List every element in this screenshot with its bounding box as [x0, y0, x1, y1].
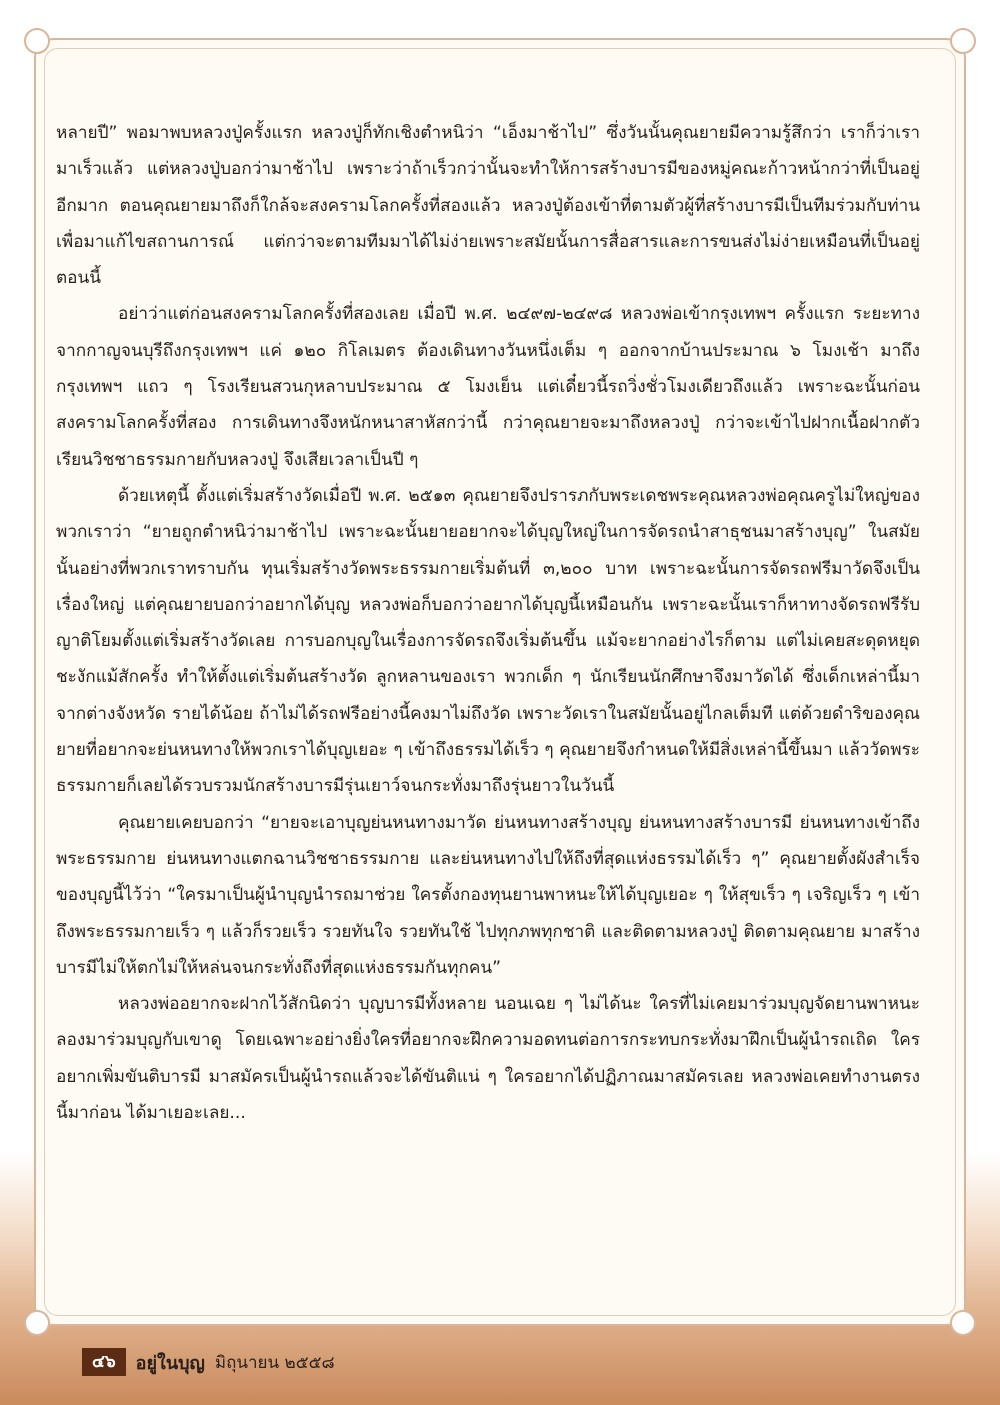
corner-ornament-icon: [950, 28, 976, 54]
paragraph-3: ด้วยเหตุนี้ ตั้งแต่เริ่มสร้างวัดเมื่อปี พ.ศ. ๒๕๑๓ คุณยายจึงปรารภกับพระเดชพระคุณหลวงพ่อคุณครูไม่ใหญ่ของพวกเราว่า “ยายถูกตำหนิว่ามาช้าไป เพราะฉะนั้นยายอยากจะได้บุญใหญ่ในการจัดรถนำสาธุชนมาสร้างบุญ” ในสมัยนั้นอย่างที่พวกเราทราบกัน ทุนเริ่มสร้างวัดพระธรรมกายเริ่มต้นที่ ๓,๒๐๐ บาท เพราะฉะนั้นการจัดรถฟรีมาวัดจึงเป็นเรื่องใหญ่ แต่คุณยายบอกว่าอยากได้บุญ หลวงพ่อก็บอกว่าอยากได้บุญนี้เหมือนกัน เพราะฉะนั้นเราก็หาทางจัดรถฟรีรับญาติโยมตั้งแต่เริ่มสร้างวัดเลย การบอกบุญในเรื่องการจัดรถจึงเริ่มต้นขึ้น แม้จะยากอย่างไรก็ตาม แต่ไม่เคยสะดุดหยุดชะงักแม้สักครั้ง ทำให้ตั้งแต่เริ่มต้นสร้างวัด ลูกหลานของเรา พวกเด็ก ๆ นักเรียนนักศึกษาจึงมาวัดได้ ซึ่งเด็กเหล่านี้มาจากต่างจังหวัด รายได้น้อย ถ้าไม่ได้รถฟรีอย่างนี้คงมาไม่ถึงวัด เพราะวัดเราในสมัยนั้นอยู่ไกลเต็มที แต่ด้วยดำริของคุณยายที่อยากจะย่นหนทางให้พวกเราได้บุญเยอะ ๆ เข้าถึงธรรมได้เร็ว ๆ คุณยายจึงกำหนดให้มีสิ่งเหล่านี้ขึ้นมา แล้ววัดพระธรรมกายก็เลยได้รวบรวมนักสร้างบารมีรุ่นเยาว์จนกระทั่งมาถึงรุ่นยาวในวันนี้: [56, 485, 920, 797]
magazine-title: อยู่ในบุญ: [135, 1352, 205, 1374]
issue-date: มิถุนายน ๒๕๕๘: [214, 1352, 335, 1373]
paragraph-5: หลวงพ่ออยากจะฝากไว้สักนิดว่า บุญบารมีทั้งหลาย นอนเฉย ๆ ไม่ได้นะ ใครที่ไม่เคยมาร่วมบุญจัดยานพาหนะ ลองมาร่วมบุญกับเขาดู โดยเฉพาะอย่างยิ่งใครที่อยากจะฝึกความอดทนต่อการกระทบกระทั่งมาฝึกเป็นผู้นำรถเถิด ใครอยากเพิ่มขันติบารมี มาสมัครเป็นผู้นำรถแล้วจะได้ขันติแน่ ๆ ใครอยากได้ปฏิภาณมาสมัครเลย หลวงพ่อเคยทำงานตรงนี้มาก่อน ได้มาเยอะเลย...: [56, 994, 920, 1124]
paragraph-2: อย่าว่าแต่ก่อนสงครามโลกครั้งที่สองเลย เมื่อปี พ.ศ. ๒๔๙๗-๒๔๙๘ หลวงพ่อเข้ากรุงเทพฯ ครั้งแรก ระยะทางจากกาญจนบุรีถึงกรุงเทพฯ แค่ ๑๒๐ กิโลเมตร ต้องเดินทางวันหนึ่งเต็ม ๆ ออกจากบ้านประมาณ ๖ โมงเช้า มาถึงกรุงเทพฯ แถว ๆ โรงเรียนสวนกุหลาบประมาณ ๕ โมงเย็น แต่เดี๋ยวนี้รถวิ่งชั่วโมงเดียวถึงแล้ว เพราะฉะนั้นก่อนสงครามโลกครั้งที่สอง การเดินทางจึงหนักหนาสาหัสกว่านี้ กว่าคุณยายจะมาถึงหลวงปู่ กว่าจะเข้าไปฝากเนื้อฝากตัวเรียนวิชชาธรรมกายกับหลวงปู่ จึงเสียเวลาเป็นปี ๆ: [56, 304, 920, 470]
corner-ornament-icon: [950, 1310, 976, 1336]
corner-ornament-icon: [24, 1310, 50, 1336]
article-body: [56, 115, 920, 1131]
corner-ornament-icon: [24, 28, 50, 54]
page-footer: [82, 1348, 335, 1376]
page-number: ๔๖: [82, 1348, 126, 1376]
paragraph-4: คุณยายเคยบอกว่า “ยายจะเอาบุญย่นหนทางมาวัด ย่นหนทางสร้างบุญ ย่นหนทางสร้างบารมี ย่นหนทางเข้าถึงพระธรรมกาย ย่นหนทางแตกฉานวิชชาธรรมกาย และย่นหนทางไปให้ถึงที่สุดแห่งธรรมได้เร็ว ๆ” คุณยายตั้งผังสำเร็จของบุญนี้ไว้ว่า “ใครมาเป็นผู้นำบุญนำรถมาช่วย ใครตั้งกองทุนยานพาหนะให้ได้บุญเยอะ ๆ ให้สุขเร็ว ๆ เจริญเร็ว ๆ เข้าถึงพระธรรมกายเร็ว ๆ แล้วก็รวยเร็ว รวยทันใจ รวยทันใช้ ไปทุกภพทุกชาติ และติดตามหลวงปู่ ติดตามคุณยาย มาสร้างบารมีไม่ให้ตกไม่ให้หล่นจนกระทั่งถึงที่สุดแห่งธรรมกันทุกคน”: [56, 812, 920, 978]
paragraph-1: หลายปี” พอมาพบหลวงปู่ครั้งแรก หลวงปู่ก็ทักเชิงตำหนิว่า “เอ็งมาช้าไป” ซึ่งวันนั้นคุณยายมีความรู้สึกว่า เราก็ว่าเรามาเร็วแล้ว แต่หลวงปู่บอกว่ามาช้าไป เพราะว่าถ้าเร็วกว่านั้นจะทำให้การสร้างบารมีของหมู่คณะก้าวหน้ากว่าที่เป็นอยู่อีกมาก ตอนคุณยายมาถึงก็ใกล้จะสงครามโลกครั้งที่สองแล้ว หลวงปู่ต้องเข้าที่ตามตัวผู้ที่สร้างบารมีเป็นทีมร่วมกับท่านเพื่อมาแก้ไขสถานการณ์ แต่กว่าจะตามทีมมาได้ไม่ง่ายเพราะสมัยนั้นการสื่อสารและการขนส่งไม่ง่ายเหมือนที่เป็นอยู่ตอนนี้: [56, 123, 920, 289]
